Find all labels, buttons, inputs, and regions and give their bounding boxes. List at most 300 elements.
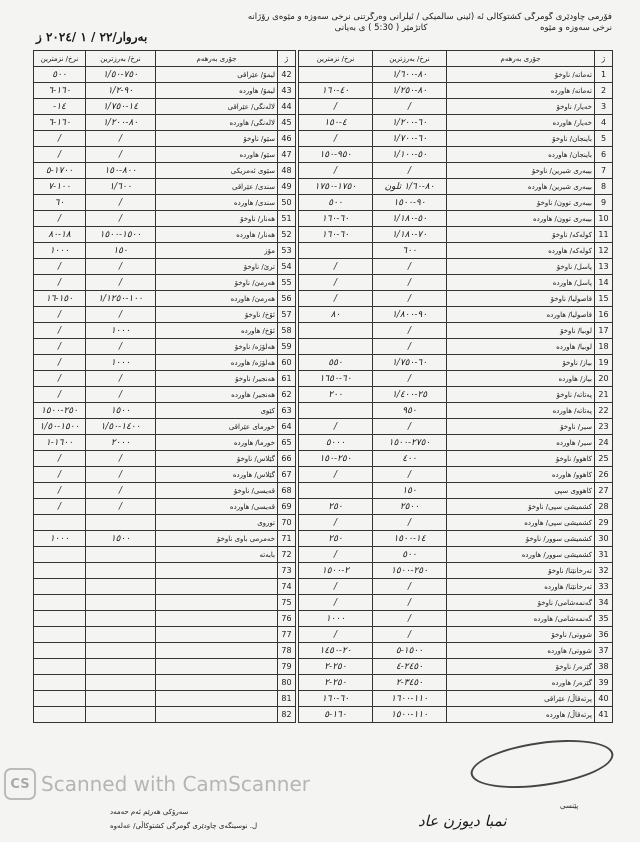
- table-row: [34, 419, 296, 435]
- table-row: [299, 227, 613, 243]
- table-row: [299, 419, 613, 435]
- low-price-cell: ٤-١٥٠: [299, 115, 373, 131]
- high-price-cell: ٧٠-١/١٨٠: [373, 227, 447, 243]
- product-name-cell: [156, 707, 278, 723]
- low-price-cell: [34, 675, 86, 691]
- table-row: [34, 355, 296, 371]
- high-price-cell: ١٥٠٠-٥: [373, 643, 447, 659]
- low-price-cell: /: [34, 387, 86, 403]
- high-price-cell: ٦٠-١/٢٠٠: [373, 115, 447, 131]
- low-price-cell: ٥٠٠: [299, 195, 373, 211]
- product-name-cell: لالەنگی/ هاوردە: [156, 115, 278, 131]
- high-price-cell: /: [86, 483, 156, 499]
- high-price-cell: /: [373, 579, 447, 595]
- product-name-cell: هەرمێ/ هاوردە: [156, 291, 278, 307]
- signature: نمبا دیوزن عاد: [418, 812, 507, 830]
- high-price-cell: /: [373, 291, 447, 307]
- product-name-cell: بیبەری شیرین/ ناوخۆ: [447, 163, 595, 179]
- low-price-cell: /: [34, 355, 86, 371]
- product-name-cell: خەیار/ هاوردە: [447, 115, 595, 131]
- high-price-cell: ٩٠-١/٢: [86, 83, 156, 99]
- table-row: [299, 259, 613, 275]
- row-number-cell: 19: [595, 355, 613, 371]
- high-price-cell: [86, 675, 156, 691]
- time-block: [335, 23, 428, 34]
- row-number-cell: 63: [278, 403, 296, 419]
- row-number-cell: 4: [595, 115, 613, 131]
- product-name-cell: [156, 627, 278, 643]
- low-price-cell: [34, 691, 86, 707]
- row-number-cell: 25: [595, 451, 613, 467]
- high-price-cell: [86, 595, 156, 611]
- high-price-cell: ٥٠-١/١٨٠: [373, 211, 447, 227]
- low-price-cell: ٢٥٠-١٥٠٠: [34, 403, 86, 419]
- low-price-cell: /: [299, 547, 373, 563]
- signature-scribble: [468, 732, 617, 796]
- table-row: [299, 355, 613, 371]
- row-number-cell: 31: [595, 547, 613, 563]
- row-number-cell: 29: [595, 515, 613, 531]
- stamp-line-2: ل. نوسینگەی چاودێری گومرگی کشتوکاڵی/ عەلەوە: [110, 822, 258, 830]
- row-number-cell: 48: [278, 163, 296, 179]
- table-row: [299, 275, 613, 291]
- table-row: [299, 659, 613, 675]
- product-name-cell: تەماتە/ ناوخۆ: [447, 67, 595, 83]
- high-price-cell: /: [373, 339, 447, 355]
- row-number-cell: 58: [278, 323, 296, 339]
- high-price-cell: ٢٧٥٠-١٥٠٠: [373, 435, 447, 451]
- table-row: [299, 467, 613, 483]
- table-header-row: [34, 51, 296, 67]
- row-number-cell: 13: [595, 259, 613, 275]
- table-row: [34, 643, 296, 659]
- col-product-name: جۆری بەرهەم: [447, 51, 595, 67]
- row-number-cell: 61: [278, 371, 296, 387]
- high-price-cell: /: [86, 467, 156, 483]
- product-name-cell: قەیسی/ ناوخۆ: [156, 483, 278, 499]
- row-number-cell: 24: [595, 435, 613, 451]
- table-row: [299, 563, 613, 579]
- product-name-cell: لیمۆ/ هاوردە: [156, 83, 278, 99]
- product-name-cell: پرتەقاڵ/ هاوردە: [447, 707, 595, 723]
- low-price-cell: /: [34, 307, 86, 323]
- table-row: [34, 291, 296, 307]
- row-number-cell: 57: [278, 307, 296, 323]
- table-row: [34, 323, 296, 339]
- row-number-cell: 40: [595, 691, 613, 707]
- table-row: [34, 675, 296, 691]
- row-number-cell: 5: [595, 131, 613, 147]
- high-price-cell: ٨٠٠-١٥٠: [86, 163, 156, 179]
- product-name-cell: [156, 675, 278, 691]
- table-row: [34, 499, 296, 515]
- col-number: ژ: [278, 51, 296, 67]
- high-price-cell: /: [86, 499, 156, 515]
- product-name-cell: هەرمێ/ ناوخۆ: [156, 275, 278, 291]
- high-price-cell: /: [373, 611, 447, 627]
- low-price-cell: /: [299, 163, 373, 179]
- product-name-cell: کولەکە/ هاوردە: [447, 243, 595, 259]
- low-price-cell: [299, 339, 373, 355]
- low-price-cell: /: [34, 323, 86, 339]
- row-number-cell: 53: [278, 243, 296, 259]
- product-name-cell: شووتی/ ناوخۆ: [447, 627, 595, 643]
- high-price-cell: ١/٦٠٠: [86, 179, 156, 195]
- low-price-cell: ٥٠٠٠: [299, 435, 373, 451]
- row-number-cell: 20: [595, 371, 613, 387]
- header-title: فۆرمی چاودێری گومرگی کشتوکاڵی ئه‌ (ئینی سالمیکی / ئیلرانی وەرگرتنی نرخی سەوزە و مێوەی رۆژانە: [247, 12, 612, 22]
- row-number-cell: 67: [278, 467, 296, 483]
- row-number-cell: 59: [278, 339, 296, 355]
- row-number-cell: 62: [278, 387, 296, 403]
- row-number-cell: 60: [278, 355, 296, 371]
- product-name-cell: شووتی/ هاوردە: [447, 643, 595, 659]
- table-row: [34, 515, 296, 531]
- table-row: [299, 435, 613, 451]
- product-name-cell: پەتاتە/ هاوردە: [447, 403, 595, 419]
- low-price-cell: ٦٠-١٦٠: [299, 211, 373, 227]
- table-row: [299, 547, 613, 563]
- row-number-cell: 21: [595, 387, 613, 403]
- low-price-cell: [299, 243, 373, 259]
- low-price-cell: ٩٥٠-١٥٠: [299, 147, 373, 163]
- low-price-cell: [34, 547, 86, 563]
- row-number-cell: 43: [278, 83, 296, 99]
- high-price-cell: ٨٠-١/٢٠٠: [86, 115, 156, 131]
- product-name-cell: هەلۆژە/ ناوخۆ: [156, 339, 278, 355]
- product-name-cell: کشمیشی سوور/ ناوخۆ: [447, 531, 595, 547]
- high-price-cell: ٨٠-١/٦٠٠: [373, 67, 447, 83]
- table-row: [34, 691, 296, 707]
- low-price-cell: ٢٥٠-٢: [299, 675, 373, 691]
- high-price-cell: ١٠٠-١/١٢٥٠: [86, 291, 156, 307]
- time-label: کاتژمێر: [401, 23, 428, 33]
- high-price-cell: ١١٠-١٥٠٠: [373, 707, 447, 723]
- product-name-cell: کشمیشی سپی/ ناوخۆ: [447, 499, 595, 515]
- high-price-cell: ٧٥٠-١/٥٠: [86, 67, 156, 83]
- row-number-cell: 75: [278, 595, 296, 611]
- table-row: [299, 451, 613, 467]
- low-price-cell: ١٠٠-٧: [34, 179, 86, 195]
- camscanner-watermark: [4, 768, 310, 800]
- product-name-cell: ترێ/ ناوخۆ: [156, 259, 278, 275]
- table-row: [299, 371, 613, 387]
- low-price-cell: /: [299, 259, 373, 275]
- table-row: [34, 595, 296, 611]
- row-number-cell: 45: [278, 115, 296, 131]
- high-price-cell: ٨٠-١/٦٠ تلون: [373, 179, 447, 195]
- product-name-cell: مۆز: [156, 243, 278, 259]
- price-table-left: [33, 50, 296, 723]
- table-row: [34, 579, 296, 595]
- low-price-cell: /: [34, 451, 86, 467]
- row-number-cell: 77: [278, 627, 296, 643]
- time-value: ( 5:30 ): [368, 23, 400, 33]
- high-price-cell: /: [86, 195, 156, 211]
- product-name-cell: خورمای عێراقی: [156, 419, 278, 435]
- row-number-cell: 36: [595, 627, 613, 643]
- high-price-cell: ١٠٠٠: [86, 355, 156, 371]
- watermark-text: Scanned with CamScanner: [41, 772, 310, 796]
- low-price-cell: ٦٠-١٦٠: [299, 227, 373, 243]
- product-name-cell: هەنجیر/ ناوخۆ: [156, 371, 278, 387]
- high-price-cell: [86, 563, 156, 579]
- product-name-cell: کێوی: [156, 403, 278, 419]
- high-price-cell: /: [373, 275, 447, 291]
- camscanner-logo: CS: [4, 768, 36, 800]
- row-number-cell: 11: [595, 227, 613, 243]
- product-name-cell: پەتاتە/ ناوخۆ: [447, 387, 595, 403]
- row-number-cell: 79: [278, 659, 296, 675]
- table-row: [299, 147, 613, 163]
- high-price-cell: /: [86, 211, 156, 227]
- table-row: [299, 115, 613, 131]
- high-price-cell: /: [373, 323, 447, 339]
- product-name-cell: گێزەر/ ناوخۆ: [447, 659, 595, 675]
- row-number-cell: 51: [278, 211, 296, 227]
- row-number-cell: 22: [595, 403, 613, 419]
- product-name-cell: ئۆخ/ هاوردە: [156, 323, 278, 339]
- table-row: [34, 83, 296, 99]
- table-row: [34, 339, 296, 355]
- high-price-cell: ٢٠٠٠: [86, 435, 156, 451]
- row-number-cell: 32: [595, 563, 613, 579]
- low-price-cell: /: [299, 419, 373, 435]
- high-price-cell: [86, 611, 156, 627]
- high-price-cell: ١٥٠٠-١٥٠٠: [86, 227, 156, 243]
- row-number-cell: 49: [278, 179, 296, 195]
- table-row: [34, 115, 296, 131]
- high-price-cell: [86, 643, 156, 659]
- product-name-cell: سیر/ ناوخۆ: [447, 419, 595, 435]
- row-number-cell: 56: [278, 291, 296, 307]
- low-price-cell: ٦٠-١٦٥٠: [299, 371, 373, 387]
- high-price-cell: [86, 627, 156, 643]
- table-row: [34, 371, 296, 387]
- product-name-cell: سێو/ هاوردە: [156, 147, 278, 163]
- low-price-cell: /: [299, 595, 373, 611]
- row-number-cell: 1: [595, 67, 613, 83]
- low-price-cell: ١٨-٨٠: [34, 227, 86, 243]
- product-name-cell: گێلاس/ هاوردە: [156, 467, 278, 483]
- row-number-cell: 73: [278, 563, 296, 579]
- product-name-cell: بیبەری توون/ هاوردە: [447, 211, 595, 227]
- table-row: [34, 227, 296, 243]
- product-name-cell: بیبەری شیرین/ هاوردە: [447, 179, 595, 195]
- row-number-cell: 80: [278, 675, 296, 691]
- row-number-cell: 9: [595, 195, 613, 211]
- high-price-cell: ٢٥٠٠: [373, 499, 447, 515]
- low-price-cell: ٢-١٥٠٠: [299, 563, 373, 579]
- high-price-cell: ٥٠٠: [373, 547, 447, 563]
- product-name-cell: کولەکە/ ناوخۆ: [447, 227, 595, 243]
- high-price-cell: /: [373, 595, 447, 611]
- low-price-cell: -١٤: [34, 99, 86, 115]
- low-price-cell: ١٦٠٠-١: [34, 435, 86, 451]
- low-price-cell: [34, 627, 86, 643]
- table-row: [299, 243, 613, 259]
- high-price-cell: ٦٠-١/٧٠٠: [373, 131, 447, 147]
- row-number-cell: 64: [278, 419, 296, 435]
- low-price-cell: ٢٠-١٤٥٠: [299, 643, 373, 659]
- high-price-cell: /: [373, 163, 447, 179]
- high-price-cell: ٦٠٠: [373, 243, 447, 259]
- row-number-cell: 70: [278, 515, 296, 531]
- col-high-price: نرخ/ بەرزترین: [86, 51, 156, 67]
- product-name-cell: کاهوو/ ناوخۆ: [447, 451, 595, 467]
- product-name-cell: فاصولیا/ هاوردە: [447, 307, 595, 323]
- low-price-cell: ٦٠-١٦٠: [299, 691, 373, 707]
- high-price-cell: ٨٠-١/٢٥٠: [373, 83, 447, 99]
- product-name-cell: سێوی ئەمریکی: [156, 163, 278, 179]
- table-row: [34, 163, 296, 179]
- table-row: [299, 195, 613, 211]
- product-name-cell: بیاز/ ناوخۆ: [447, 355, 595, 371]
- product-name-cell: فاصولیا/ ناوخۆ: [447, 291, 595, 307]
- row-number-cell: 71: [278, 531, 296, 547]
- low-price-cell: [34, 643, 86, 659]
- col-product-name: جۆری بەرهەم: [156, 51, 278, 67]
- row-number-cell: 10: [595, 211, 613, 227]
- row-number-cell: 33: [595, 579, 613, 595]
- high-price-cell: ١٤-١/٧٥٠: [86, 99, 156, 115]
- low-price-cell: /: [34, 259, 86, 275]
- low-price-cell: /: [299, 515, 373, 531]
- product-name-cell: هەنجیر/ هاوردە: [156, 387, 278, 403]
- low-price-cell: /: [299, 275, 373, 291]
- product-name-cell: لوبیا/ هاوردە: [447, 339, 595, 355]
- product-name-cell: کشمیشی سپی/ هاوردە: [447, 515, 595, 531]
- table-row: [299, 323, 613, 339]
- table-row: [299, 675, 613, 691]
- low-price-cell: ١٥٠-١٦: [34, 291, 86, 307]
- row-number-cell: 3: [595, 99, 613, 115]
- product-name-cell: گەنمەشامی/ هاوردە: [447, 611, 595, 627]
- product-name-cell: [156, 579, 278, 595]
- low-price-cell: [34, 595, 86, 611]
- row-number-cell: 54: [278, 259, 296, 275]
- low-price-cell: [34, 611, 86, 627]
- row-number-cell: 7: [595, 163, 613, 179]
- row-number-cell: 37: [595, 643, 613, 659]
- low-price-cell: ١٠٠٠: [34, 531, 86, 547]
- col-high-price: نرخ/ بەرزترین: [373, 51, 447, 67]
- low-price-cell: /: [34, 211, 86, 227]
- high-price-cell: [86, 659, 156, 675]
- row-number-cell: 16: [595, 307, 613, 323]
- low-price-cell: /: [299, 131, 373, 147]
- table-row: [34, 451, 296, 467]
- high-price-cell: /: [373, 515, 447, 531]
- product-name-cell: کشمیشی سوور/ هاوردە: [447, 547, 595, 563]
- product-name-cell: قەیسی/ هاوردە: [156, 499, 278, 515]
- low-price-cell: ٢٠٠: [299, 387, 373, 403]
- col-low-price: نرخ/ نزمترین: [299, 51, 373, 67]
- product-name-cell: سندی/ هاوردە: [156, 195, 278, 211]
- high-price-cell: /: [373, 371, 447, 387]
- product-name-cell: کاهوو/ هاوردە: [447, 467, 595, 483]
- low-price-cell: /: [299, 579, 373, 595]
- row-number-cell: 82: [278, 707, 296, 723]
- product-name-cell: پرتەقاڵ/ عێراقی: [447, 691, 595, 707]
- low-price-cell: [34, 707, 86, 723]
- table-row: [34, 387, 296, 403]
- table-row: [34, 547, 296, 563]
- low-price-cell: /: [34, 467, 86, 483]
- high-price-cell: /: [373, 627, 447, 643]
- low-price-cell: [34, 563, 86, 579]
- section-title: نرخی سەوزە و مێوە: [540, 23, 612, 33]
- row-number-cell: 38: [595, 659, 613, 675]
- product-name-cell: هەنار/ هاوردە: [156, 227, 278, 243]
- product-name-cell: پاسل/ هاوردە: [447, 275, 595, 291]
- low-price-cell: [34, 579, 86, 595]
- row-number-cell: 18: [595, 339, 613, 355]
- high-price-cell: /: [373, 99, 447, 115]
- table-row: [34, 99, 296, 115]
- signature-caption: پێنسی: [560, 802, 579, 810]
- high-price-cell: [86, 707, 156, 723]
- low-price-cell: /: [34, 131, 86, 147]
- product-name-cell: [156, 691, 278, 707]
- high-price-cell: /: [373, 259, 447, 275]
- table-row: [34, 179, 296, 195]
- row-number-cell: 14: [595, 275, 613, 291]
- row-number-cell: 8: [595, 179, 613, 195]
- row-number-cell: 39: [595, 675, 613, 691]
- row-number-cell: 6: [595, 147, 613, 163]
- product-name-cell: گێلاس/ ناوخۆ: [156, 451, 278, 467]
- table-row: [34, 611, 296, 627]
- row-number-cell: 30: [595, 531, 613, 547]
- table-row: [299, 291, 613, 307]
- product-name-cell: [156, 659, 278, 675]
- high-price-cell: ١٠٠٠: [86, 323, 156, 339]
- high-price-cell: ١١٠-١٦٠٠: [373, 691, 447, 707]
- product-name-cell: سندی/ عێراقی: [156, 179, 278, 195]
- low-price-cell: [34, 515, 86, 531]
- table-row: [299, 339, 613, 355]
- product-name-cell: ئۆخ/ ناوخۆ: [156, 307, 278, 323]
- high-price-cell: ٥٠-١/١٠٠: [373, 147, 447, 163]
- product-name-cell: بیبەری توون/ ناوخۆ: [447, 195, 595, 211]
- low-price-cell: ٦٠: [34, 195, 86, 211]
- row-number-cell: 69: [278, 499, 296, 515]
- row-number-cell: 65: [278, 435, 296, 451]
- table-row: [299, 67, 613, 83]
- table-row: [34, 67, 296, 83]
- table-row: [34, 147, 296, 163]
- high-price-cell: ١٥٠: [86, 243, 156, 259]
- high-price-cell: [86, 691, 156, 707]
- low-price-cell: /: [34, 499, 86, 515]
- table-row: [299, 387, 613, 403]
- table-row: [299, 515, 613, 531]
- product-name-cell: بیاز/ هاوردە: [447, 371, 595, 387]
- table-header-row: [299, 51, 613, 67]
- low-price-cell: /: [299, 467, 373, 483]
- row-number-cell: 76: [278, 611, 296, 627]
- product-name-cell: هەنار/ ناوخۆ: [156, 211, 278, 227]
- low-price-cell: ٥٠٠: [34, 67, 86, 83]
- high-price-cell: /: [86, 371, 156, 387]
- high-price-cell: /: [86, 259, 156, 275]
- low-price-cell: /: [34, 371, 86, 387]
- low-price-cell: ٨٠: [299, 307, 373, 323]
- row-number-cell: 15: [595, 291, 613, 307]
- high-price-cell: ١٥٠: [373, 483, 447, 499]
- price-table-right: [298, 50, 613, 723]
